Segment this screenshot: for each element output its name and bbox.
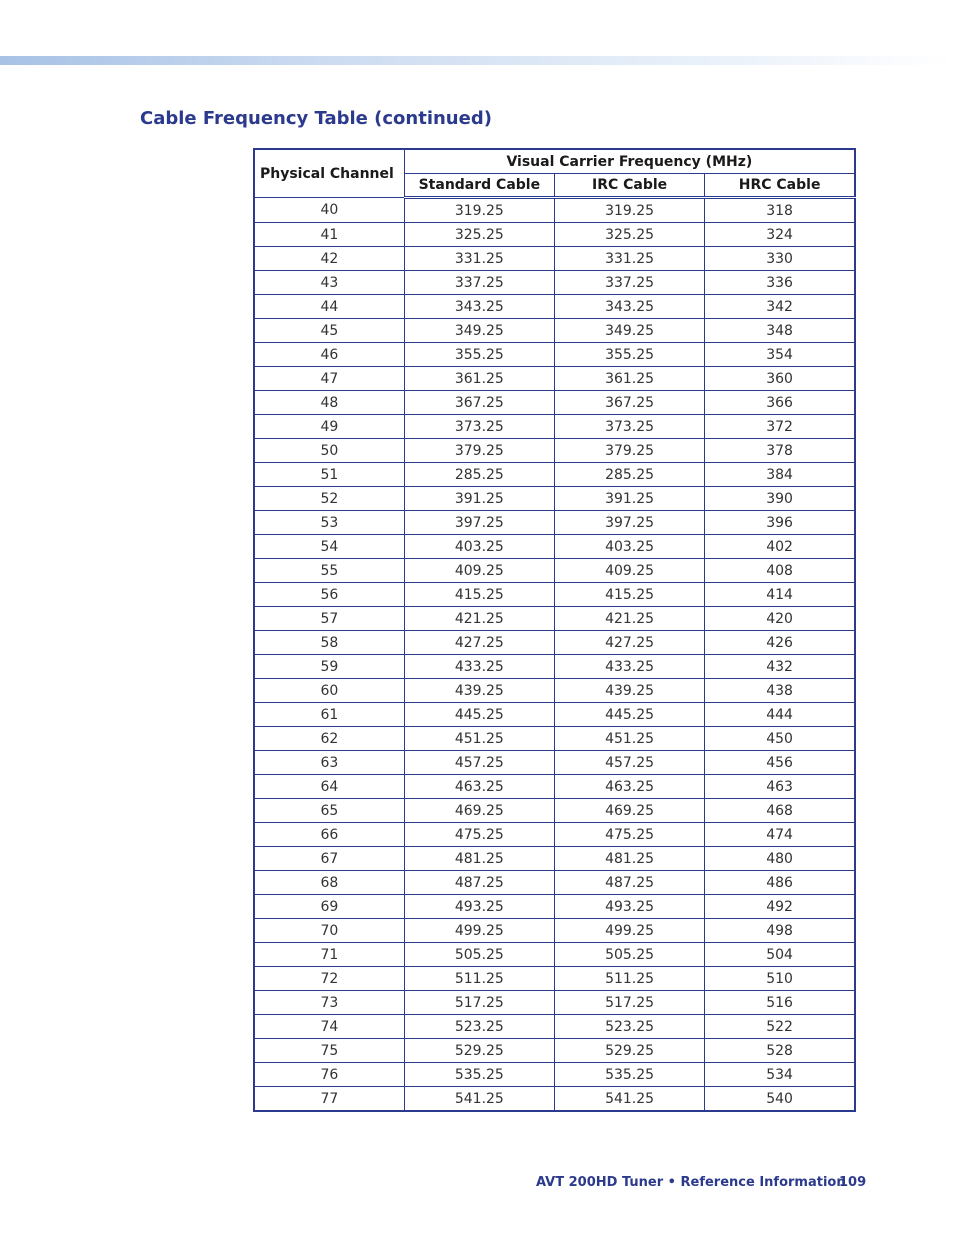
cell-standard-cable: 433.25	[404, 655, 554, 679]
cell-hrc-cable: 324	[705, 223, 855, 247]
cell-irc-cable: 397.25	[554, 511, 704, 535]
cell-standard-cable: 493.25	[404, 895, 554, 919]
table-row	[254, 559, 855, 583]
table-row	[254, 823, 855, 847]
table-row	[254, 439, 855, 463]
cell-hrc-cable: 480	[705, 847, 855, 871]
cell-standard-cable: 349.25	[404, 319, 554, 343]
cell-physical-channel: 65	[254, 799, 404, 823]
column-group-header-visual-carrier: Visual Carrier Frequency (MHz)	[404, 149, 855, 174]
cell-irc-cable: 367.25	[554, 391, 704, 415]
cell-physical-channel: 71	[254, 943, 404, 967]
table-row	[254, 751, 855, 775]
table-row	[254, 487, 855, 511]
cell-hrc-cable: 366	[705, 391, 855, 415]
cell-physical-channel: 49	[254, 415, 404, 439]
cell-physical-channel: 54	[254, 535, 404, 559]
cell-physical-channel: 48	[254, 391, 404, 415]
cell-physical-channel: 55	[254, 559, 404, 583]
cell-physical-channel: 63	[254, 751, 404, 775]
cell-physical-channel: 56	[254, 583, 404, 607]
cell-irc-cable: 469.25	[554, 799, 704, 823]
cell-hrc-cable: 534	[705, 1063, 855, 1087]
table-row	[254, 198, 855, 223]
table-row	[254, 655, 855, 679]
table-row	[254, 583, 855, 607]
cell-standard-cable: 541.25	[404, 1087, 554, 1112]
cell-standard-cable: 475.25	[404, 823, 554, 847]
cell-irc-cable: 415.25	[554, 583, 704, 607]
cell-irc-cable: 493.25	[554, 895, 704, 919]
table-row	[254, 1015, 855, 1039]
cell-irc-cable: 421.25	[554, 607, 704, 631]
cell-hrc-cable: 492	[705, 895, 855, 919]
cell-irc-cable: 409.25	[554, 559, 704, 583]
cell-hrc-cable: 456	[705, 751, 855, 775]
cell-physical-channel: 59	[254, 655, 404, 679]
cell-standard-cable: 439.25	[404, 679, 554, 703]
cell-hrc-cable: 348	[705, 319, 855, 343]
table-row	[254, 1063, 855, 1087]
cell-irc-cable: 451.25	[554, 727, 704, 751]
table-row	[254, 415, 855, 439]
cell-standard-cable: 379.25	[404, 439, 554, 463]
cell-physical-channel: 51	[254, 463, 404, 487]
cell-irc-cable: 517.25	[554, 991, 704, 1015]
table-row	[254, 967, 855, 991]
cell-physical-channel: 62	[254, 727, 404, 751]
cell-standard-cable: 421.25	[404, 607, 554, 631]
cell-irc-cable: 487.25	[554, 871, 704, 895]
cell-physical-channel: 57	[254, 607, 404, 631]
table-row	[254, 535, 855, 559]
table-row	[254, 991, 855, 1015]
table-row	[254, 319, 855, 343]
cell-standard-cable: 285.25	[404, 463, 554, 487]
cell-standard-cable: 487.25	[404, 871, 554, 895]
cell-hrc-cable: 378	[705, 439, 855, 463]
cell-standard-cable: 319.25	[404, 198, 554, 223]
cell-hrc-cable: 336	[705, 271, 855, 295]
cell-irc-cable: 457.25	[554, 751, 704, 775]
cell-standard-cable: 331.25	[404, 247, 554, 271]
cell-standard-cable: 337.25	[404, 271, 554, 295]
table-row	[254, 631, 855, 655]
cell-hrc-cable: 438	[705, 679, 855, 703]
cell-standard-cable: 373.25	[404, 415, 554, 439]
cell-physical-channel: 75	[254, 1039, 404, 1063]
cell-hrc-cable: 504	[705, 943, 855, 967]
cell-physical-channel: 45	[254, 319, 404, 343]
cell-irc-cable: 355.25	[554, 343, 704, 367]
table-row	[254, 463, 855, 487]
table-row	[254, 607, 855, 631]
table-row	[254, 871, 855, 895]
cell-physical-channel: 47	[254, 367, 404, 391]
cell-hrc-cable: 408	[705, 559, 855, 583]
cell-irc-cable: 331.25	[554, 247, 704, 271]
cell-physical-channel: 72	[254, 967, 404, 991]
cell-irc-cable: 285.25	[554, 463, 704, 487]
cell-hrc-cable: 396	[705, 511, 855, 535]
cell-physical-channel: 50	[254, 439, 404, 463]
cell-standard-cable: 361.25	[404, 367, 554, 391]
cell-physical-channel: 68	[254, 871, 404, 895]
column-header-standard-cable: Standard Cable	[404, 174, 554, 198]
cell-irc-cable: 373.25	[554, 415, 704, 439]
cell-hrc-cable: 426	[705, 631, 855, 655]
table-row	[254, 775, 855, 799]
table-row	[254, 391, 855, 415]
cell-standard-cable: 343.25	[404, 295, 554, 319]
cell-hrc-cable: 330	[705, 247, 855, 271]
cell-irc-cable: 319.25	[554, 198, 704, 223]
cell-standard-cable: 499.25	[404, 919, 554, 943]
cell-hrc-cable: 516	[705, 991, 855, 1015]
cell-standard-cable: 445.25	[404, 703, 554, 727]
cell-standard-cable: 391.25	[404, 487, 554, 511]
table-row	[254, 367, 855, 391]
table-row	[254, 727, 855, 751]
cell-hrc-cable: 384	[705, 463, 855, 487]
cell-standard-cable: 325.25	[404, 223, 554, 247]
cell-irc-cable: 343.25	[554, 295, 704, 319]
table-row	[254, 511, 855, 535]
page-number: 109	[839, 1175, 867, 1190]
cell-standard-cable: 535.25	[404, 1063, 554, 1087]
cell-irc-cable: 541.25	[554, 1087, 704, 1112]
cell-irc-cable: 523.25	[554, 1015, 704, 1039]
cell-standard-cable: 409.25	[404, 559, 554, 583]
cell-physical-channel: 74	[254, 1015, 404, 1039]
table-body	[254, 198, 855, 1112]
cell-irc-cable: 403.25	[554, 535, 704, 559]
cell-irc-cable: 337.25	[554, 271, 704, 295]
cell-irc-cable: 427.25	[554, 631, 704, 655]
table-row	[254, 943, 855, 967]
cell-hrc-cable: 372	[705, 415, 855, 439]
table-row	[254, 895, 855, 919]
cell-physical-channel: 60	[254, 679, 404, 703]
cell-standard-cable: 403.25	[404, 535, 554, 559]
cell-physical-channel: 77	[254, 1087, 404, 1112]
header-accent-bar	[0, 56, 954, 65]
cell-irc-cable: 529.25	[554, 1039, 704, 1063]
cell-hrc-cable: 468	[705, 799, 855, 823]
cell-hrc-cable: 354	[705, 343, 855, 367]
cell-standard-cable: 469.25	[404, 799, 554, 823]
cell-physical-channel: 58	[254, 631, 404, 655]
cell-physical-channel: 70	[254, 919, 404, 943]
cell-physical-channel: 66	[254, 823, 404, 847]
cell-irc-cable: 361.25	[554, 367, 704, 391]
cell-irc-cable: 535.25	[554, 1063, 704, 1087]
cell-hrc-cable: 390	[705, 487, 855, 511]
cell-standard-cable: 367.25	[404, 391, 554, 415]
cell-hrc-cable: 360	[705, 367, 855, 391]
cell-hrc-cable: 486	[705, 871, 855, 895]
cell-standard-cable: 505.25	[404, 943, 554, 967]
cell-hrc-cable: 528	[705, 1039, 855, 1063]
cell-physical-channel: 53	[254, 511, 404, 535]
cell-irc-cable: 379.25	[554, 439, 704, 463]
table-row	[254, 295, 855, 319]
cell-irc-cable: 505.25	[554, 943, 704, 967]
cell-hrc-cable: 414	[705, 583, 855, 607]
cell-standard-cable: 529.25	[404, 1039, 554, 1063]
table-row	[254, 271, 855, 295]
cell-standard-cable: 397.25	[404, 511, 554, 535]
cell-hrc-cable: 432	[705, 655, 855, 679]
cell-standard-cable: 463.25	[404, 775, 554, 799]
cell-irc-cable: 433.25	[554, 655, 704, 679]
cell-hrc-cable: 402	[705, 535, 855, 559]
cell-standard-cable: 451.25	[404, 727, 554, 751]
cell-standard-cable: 355.25	[404, 343, 554, 367]
cell-physical-channel: 73	[254, 991, 404, 1015]
table-row	[254, 703, 855, 727]
section-title: Cable Frequency Table (continued)	[140, 108, 492, 129]
cell-standard-cable: 415.25	[404, 583, 554, 607]
cell-physical-channel: 67	[254, 847, 404, 871]
cell-physical-channel: 44	[254, 295, 404, 319]
table-row	[254, 799, 855, 823]
table-row	[254, 223, 855, 247]
cell-hrc-cable: 342	[705, 295, 855, 319]
column-header-irc-cable: IRC Cable	[554, 174, 704, 198]
cable-frequency-table	[253, 148, 856, 1112]
cell-standard-cable: 523.25	[404, 1015, 554, 1039]
page-footer	[536, 1175, 867, 1190]
cell-hrc-cable: 420	[705, 607, 855, 631]
cell-physical-channel: 40	[254, 198, 404, 223]
table-row	[254, 679, 855, 703]
cell-irc-cable: 445.25	[554, 703, 704, 727]
cell-physical-channel: 41	[254, 223, 404, 247]
cell-irc-cable: 481.25	[554, 847, 704, 871]
table-row	[254, 343, 855, 367]
table-row	[254, 847, 855, 871]
cell-hrc-cable: 463	[705, 775, 855, 799]
cell-irc-cable: 439.25	[554, 679, 704, 703]
cell-physical-channel: 69	[254, 895, 404, 919]
cell-hrc-cable: 498	[705, 919, 855, 943]
cell-physical-channel: 42	[254, 247, 404, 271]
cell-physical-channel: 46	[254, 343, 404, 367]
cell-irc-cable: 511.25	[554, 967, 704, 991]
cell-irc-cable: 349.25	[554, 319, 704, 343]
cell-hrc-cable: 522	[705, 1015, 855, 1039]
cell-physical-channel: 76	[254, 1063, 404, 1087]
cell-physical-channel: 52	[254, 487, 404, 511]
cell-standard-cable: 511.25	[404, 967, 554, 991]
cell-irc-cable: 499.25	[554, 919, 704, 943]
table-row	[254, 1087, 855, 1112]
cell-hrc-cable: 318	[705, 198, 855, 223]
column-header-physical-channel: Physical Channel	[254, 149, 404, 198]
cell-physical-channel: 43	[254, 271, 404, 295]
cell-standard-cable: 481.25	[404, 847, 554, 871]
cell-standard-cable: 517.25	[404, 991, 554, 1015]
table-row	[254, 1039, 855, 1063]
table-row	[254, 247, 855, 271]
cell-hrc-cable: 450	[705, 727, 855, 751]
cell-irc-cable: 475.25	[554, 823, 704, 847]
cell-standard-cable: 457.25	[404, 751, 554, 775]
cell-physical-channel: 61	[254, 703, 404, 727]
cell-irc-cable: 391.25	[554, 487, 704, 511]
cell-standard-cable: 427.25	[404, 631, 554, 655]
table-row	[254, 919, 855, 943]
cell-physical-channel: 64	[254, 775, 404, 799]
column-header-hrc-cable: HRC Cable	[705, 174, 855, 198]
cell-irc-cable: 325.25	[554, 223, 704, 247]
cell-hrc-cable: 510	[705, 967, 855, 991]
cell-hrc-cable: 540	[705, 1087, 855, 1112]
cell-irc-cable: 463.25	[554, 775, 704, 799]
cell-hrc-cable: 444	[705, 703, 855, 727]
footer-text: AVT 200HD Tuner • Reference Information	[536, 1175, 846, 1190]
cell-hrc-cable: 474	[705, 823, 855, 847]
